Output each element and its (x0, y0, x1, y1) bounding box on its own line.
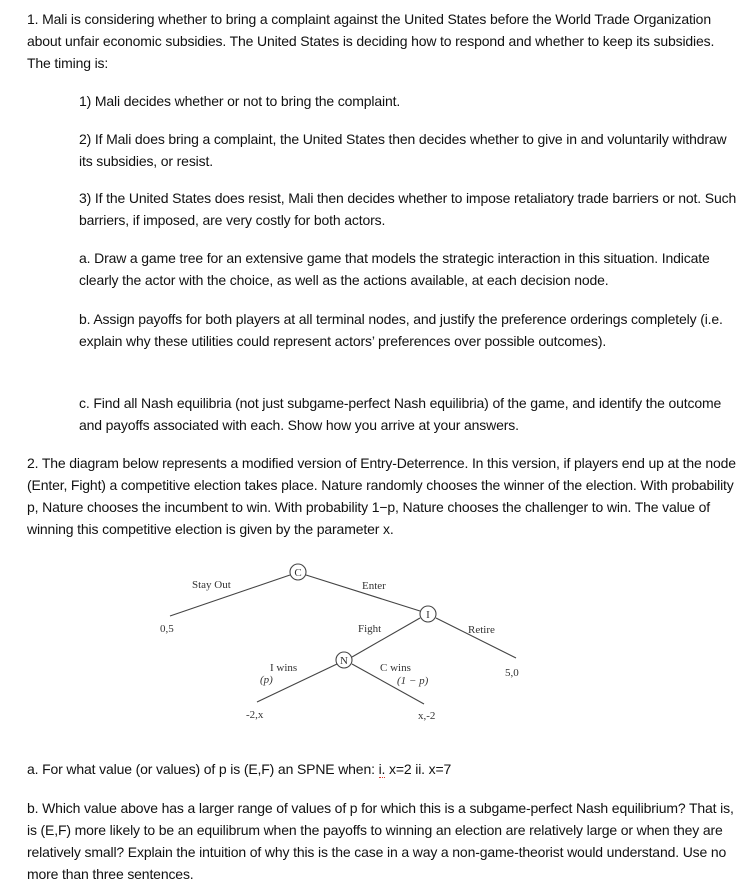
q1-part-b: b. Assign payoffs for both players at all terminal nodes, and justify the preference orderings completely (i.e. explain why these utilities could represent actors’ preferences over possible outcomes). (79, 311, 723, 349)
node-label-challenger: C (294, 567, 302, 579)
action-i-wins-prob: (p) (260, 674, 273, 686)
payoff-i-wins: -2,x (246, 709, 264, 721)
action-retire: Retire (468, 624, 495, 636)
payoff-stay-out: 0,5 (160, 623, 174, 635)
q2-part-a (27, 758, 739, 780)
payoff-c-wins: x,-2 (418, 710, 436, 722)
q2-part-a-i-spellcheck: i. (378, 761, 386, 777)
action-stay-out: Stay Out (192, 579, 231, 591)
payoff-retire: 5,0 (505, 667, 519, 679)
action-i-wins: I wins (270, 662, 298, 674)
q2-intro: 2. The diagram below represents a modified version of Entry-Deterrence. In this version, if players end up at the node (Enter, Fight) a competitive election takes place. Nature randomly chooses the winner of the election. With probability p, Nature chooses the incumbent to win. With probability 1−p, Nature chooses the challenger to win. The value of winning this competitive election is given by the parameter x. (27, 455, 736, 537)
q2-part-a-prefix: a. For what value (or values) of p is (E,F) an SPNE when: (27, 761, 379, 777)
action-fight: Fight (358, 623, 382, 635)
node-label-nature: N (340, 655, 348, 667)
q1-step-1: 1) Mali decides whether or not to bring the complaint. (79, 93, 401, 109)
action-c-wins: C wins (380, 662, 411, 674)
q1-part-c: c. Find all Nash equilibria (not just subgame-perfect Nash equilibria) of the game, and identify the outcome and payoffs associated with each. Show how you arrive at your answers. (79, 395, 722, 433)
action-c-wins-prob: (1 − p) (397, 675, 429, 687)
q1-intro: 1. Mali is considering whether to bring a complaint against the United States before the World Trade Organization about unfair economic subsidies. The United States is deciding how to respond and whether to keep its subsidies. The timing is: (27, 11, 715, 71)
q1-step-2: 2) If Mali does bring a complaint, the United States then decides whether to give in and voluntarily withdraw its subsidies, or resist. (79, 131, 727, 169)
q2-part-a-suffix: x=2 ii. x=7 (385, 761, 452, 777)
action-enter: Enter (362, 580, 386, 592)
q1-step-3: 3) If the United States does resist, Mali then decides whether to impose retaliatory trade barriers or not. Such barriers, if imposed, are very costly for both actors. (79, 190, 737, 228)
node-label-incumbent: I (426, 609, 430, 621)
q2-part-b: b. Which value above has a larger range of values of p for which this is a subgame-perfect Nash equilibrium? That is, is (E,F) more likely to be an equilibrum when the payoffs to winning an election are relatively large or when they are relatively small? Explain the intuition of why this is the case in a way a non-game-theorist would understand. Use no more than three sentences. (27, 800, 734, 882)
q1-part-a: a. Draw a game tree for an extensive game that models the strategic interaction in this situation. Indicate clearly the actor with the choice, as well as the actions available, at each decision node. (79, 250, 710, 288)
